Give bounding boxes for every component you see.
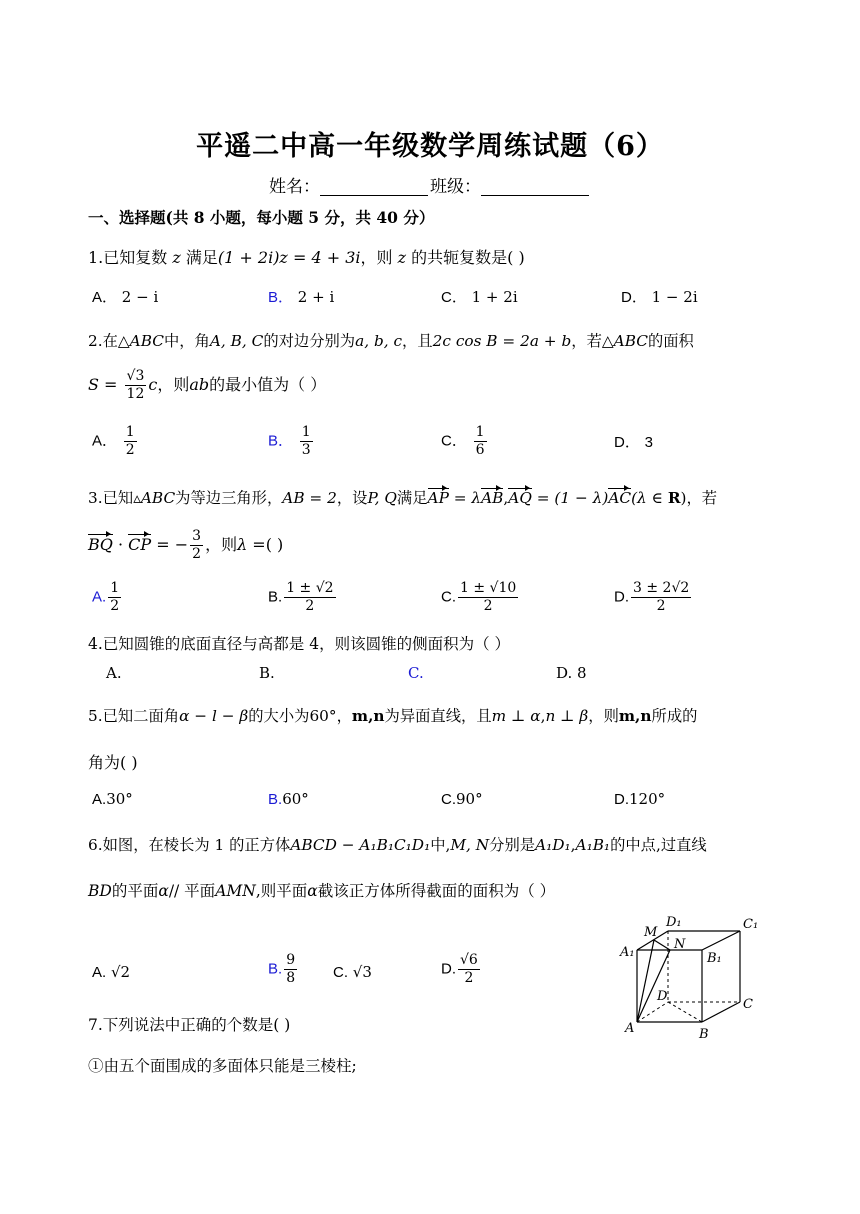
label-b1: B₁: [707, 951, 722, 966]
q6-edge: A₁D₁: [535, 836, 571, 854]
q1-z: z: [397, 248, 407, 267]
numerator: 1: [110, 580, 120, 596]
option-fraction: [458, 952, 480, 987]
q5-text: ,: [540, 707, 546, 725]
option-value: √3: [352, 963, 372, 981]
option-value: 120°: [629, 790, 666, 808]
label-a1: A₁: [620, 945, 635, 960]
question-6-stem-line1: 6.如图，在棱长为 1 的正方体ABCD − A₁B₁C₁D₁中,M, N分别是A₁D₁,A₁B₁的中点,过直线: [88, 836, 707, 854]
option-value: 2 + i: [297, 288, 335, 306]
q1-text: 的共轭复数是( ): [406, 248, 525, 267]
q3-fraction: [190, 528, 203, 563]
question-2-stem-line2: [88, 368, 326, 403]
option-label: C.: [441, 588, 456, 606]
q3-vector-ab: AB: [481, 489, 504, 507]
q6-text: 截该正方体所得截面的面积为（ ）: [317, 882, 556, 900]
q6-text: 的中点,过直线: [610, 836, 707, 854]
q3-side: AB = 2: [282, 489, 337, 507]
q6-alpha: α: [307, 882, 318, 900]
label-m: M: [644, 925, 658, 940]
q4-option-c[interactable]: [408, 664, 424, 682]
class-blank[interactable]: [481, 177, 589, 196]
q2-option-a[interactable]: [92, 424, 139, 459]
q5-degrees: 60°: [309, 707, 337, 725]
numerator: √6: [460, 952, 478, 968]
q4-option-d[interactable]: [556, 664, 587, 682]
option-value: 2 − i: [121, 288, 159, 306]
q5-option-b[interactable]: [268, 790, 309, 808]
q1-text: 满足: [180, 248, 218, 267]
q1-equation: (1 + 2i)z = 4 + 3i: [217, 248, 361, 267]
q5-mn: m,n: [351, 707, 385, 725]
question-2-stem-line1: [88, 329, 694, 351]
question-5-stem-line1: [88, 704, 697, 726]
option-value: 60°: [282, 790, 309, 808]
q5-mn: m,n: [618, 707, 652, 725]
q3-text: ，设: [336, 489, 368, 507]
option-label: D. 8: [556, 664, 587, 682]
numerator: 3: [192, 528, 202, 544]
numerator: 1 ± √2: [286, 580, 334, 596]
question-3-stem-line2: [88, 528, 283, 563]
numerator: √3: [126, 368, 145, 384]
label-n: N: [674, 937, 686, 952]
section-heading: 一、选择题(共 8 小题，每小题 5 分，共 40 分）: [88, 208, 435, 227]
q5-perp: n ⊥ β: [545, 707, 589, 725]
q3-vector-ap: AP: [427, 489, 449, 507]
numerator: 1: [301, 424, 311, 440]
option-label: A.: [92, 791, 107, 808]
q3-domain: (λ ∈: [631, 489, 668, 507]
q6-option-b[interactable]: [268, 952, 299, 987]
q2-text: 中，角: [163, 332, 210, 350]
question-7-stem: 7.下列说法中正确的个数是( ): [88, 1016, 291, 1034]
q6-text: ,则平面: [255, 882, 308, 900]
option-value: 30°: [106, 790, 133, 808]
option-label: C．: [441, 432, 467, 450]
q6-alpha: α: [158, 882, 169, 900]
q6-text: 6.如图，在棱长为 1 的正方体: [88, 836, 291, 854]
option-label: B.: [268, 791, 283, 808]
numerator: 9: [286, 952, 296, 968]
q5-text: ，则: [588, 707, 619, 725]
q2-condition: 2c cos B = 2a + b: [432, 332, 572, 350]
q6-text: 中,: [430, 836, 451, 854]
q2-text: 的对边分别为: [263, 332, 356, 350]
denominator: 2: [483, 598, 493, 614]
label-d: D: [657, 989, 668, 1004]
option-value: 1 + 2i: [471, 288, 518, 306]
q2-triangle: △ABC: [117, 332, 164, 350]
q6-plane: AMN: [215, 882, 256, 900]
q3-option-d[interactable]: [614, 580, 693, 615]
q4-option-a[interactable]: [106, 664, 122, 682]
q5-text: 所成的: [651, 707, 698, 725]
label-d1: D₁: [666, 915, 682, 930]
q6-cube: ABCD − A₁B₁C₁D₁: [290, 836, 431, 854]
q5-text: 的大小为: [248, 707, 310, 725]
option-fraction: [124, 424, 137, 459]
q3-vector-cp: CP: [128, 535, 152, 554]
denominator: 2: [305, 598, 315, 614]
option-label: D.: [614, 791, 629, 808]
q3-text: ( ): [265, 535, 284, 554]
option-label: B.: [259, 664, 275, 682]
q6-text: 的平面: [111, 882, 159, 900]
option-fraction: [108, 580, 121, 615]
q5-dihedral: α − l − β: [179, 707, 249, 725]
option-fraction: [284, 580, 335, 615]
q3-triangle: ▵ABC: [133, 489, 176, 507]
option-label: D.: [441, 960, 456, 978]
q5-text: ，: [336, 707, 352, 725]
q3-text: ，则: [205, 535, 238, 554]
q2-triangle: △ABC: [601, 332, 648, 350]
q3-text: 3.已知: [88, 489, 134, 507]
denominator: 2: [192, 546, 202, 562]
option-value: 90°: [456, 790, 483, 808]
class-label: 班级：: [430, 177, 481, 197]
question-4-stem: 4.已知圆锥的底面直径与高都是 4，则该圆锥的侧面积为（ ）: [88, 635, 511, 653]
denominator: 2: [656, 598, 666, 614]
q2-sides: a, b, c: [355, 332, 403, 350]
option-label: A．: [92, 432, 118, 450]
denominator: 3: [301, 442, 311, 458]
q3-text: 满足: [396, 489, 428, 507]
page-title: 平遥二中高一年级数学周练试题（6）: [196, 131, 664, 162]
q4-option-b[interactable]: [259, 664, 275, 682]
denominator: 2: [125, 442, 135, 458]
denominator: 2: [464, 970, 474, 986]
option-value: 3: [644, 434, 653, 451]
option-label: C.: [441, 791, 456, 808]
name-label: 姓名：: [269, 177, 320, 197]
q6-option-d[interactable]: [441, 952, 482, 987]
option-value: √2: [110, 963, 131, 981]
q3-option-a[interactable]: [92, 580, 123, 615]
q3-vector-ac: AC: [608, 489, 632, 507]
label-b: B: [699, 1027, 709, 1042]
q6-text: // 平面: [168, 882, 216, 900]
option-label: B.: [268, 588, 283, 606]
numerator: 3 ± 2√2: [633, 580, 690, 596]
q3-vector-aq: AQ: [508, 489, 532, 507]
q1-option-a[interactable]: [92, 286, 158, 307]
numerator: 1 ± √10: [460, 580, 517, 596]
q5-text: 5.已知二面角: [88, 707, 180, 725]
option-label: B.: [268, 960, 283, 978]
numerator: 1: [125, 424, 135, 440]
label-a: A: [625, 1021, 635, 1036]
q6-points: M, N: [450, 836, 490, 854]
q2-text: 2.在: [88, 332, 118, 350]
option-fraction: [631, 580, 691, 615]
denominator: 2: [110, 598, 120, 614]
q2-option-c[interactable]: [441, 424, 489, 459]
q3-text: ，若: [686, 489, 718, 507]
q5-option-a[interactable]: [92, 790, 133, 808]
q1-option-c[interactable]: [441, 286, 518, 307]
q3-points: P, Q: [367, 489, 397, 507]
label-c: C: [743, 997, 753, 1012]
q5-perp: m ⊥ α: [491, 707, 541, 725]
option-label: A．: [92, 289, 118, 306]
question-1-stem: [88, 245, 525, 268]
q1-text: ，则: [360, 248, 398, 267]
q1-z: z: [172, 248, 181, 267]
question-5-stem-line2: 角为( ): [88, 753, 138, 772]
q2-text: 的面积: [647, 332, 694, 350]
q6-text: 分别是: [489, 836, 536, 854]
q3-dot: ·: [112, 535, 129, 554]
option-label: C．: [441, 289, 467, 306]
q6-option-a[interactable]: [92, 963, 130, 981]
q3-reals: R: [667, 489, 681, 507]
option-label: A.: [92, 588, 107, 606]
option-label: C.: [333, 964, 348, 981]
q3-text: ): [680, 489, 687, 507]
option-fraction: [284, 952, 297, 987]
denominator: 12: [126, 386, 145, 402]
q6-option-c[interactable]: [333, 963, 372, 981]
question-7-item-1: ①由五个面围成的多面体只能是三棱柱;: [88, 1057, 357, 1075]
option-label: A.: [106, 664, 122, 682]
name-class-line: [0, 172, 860, 197]
label-c1: C₁: [743, 917, 759, 932]
q2-area: S =: [88, 375, 118, 394]
option-label: C.: [408, 664, 424, 682]
q6-line-bd: BD: [88, 882, 112, 900]
denominator: 8: [286, 970, 296, 986]
q1-option-b[interactable]: [268, 286, 334, 307]
q3-lambda: λ =: [237, 535, 266, 554]
option-label: B．: [268, 432, 294, 450]
option-label: B．: [268, 289, 294, 306]
q2-ab: ab: [189, 375, 210, 394]
name-blank[interactable]: [320, 177, 428, 196]
numerator: 1: [475, 424, 485, 440]
q3-vector-bq: BQ: [88, 535, 113, 554]
cube-figure: [610, 912, 776, 1042]
q3-text: 为等边三角形，: [175, 489, 283, 507]
q1-option-d[interactable]: [621, 286, 698, 307]
option-label: D．: [614, 434, 640, 451]
q2-text: 的最小值为（ ）: [209, 375, 327, 394]
denominator: 6: [475, 442, 485, 458]
q3-option-b[interactable]: [268, 580, 338, 615]
q2-fraction: [125, 368, 147, 403]
q2-option-b[interactable]: [268, 424, 315, 459]
q2-text: ，且: [402, 332, 433, 350]
q2-text: ，若: [571, 332, 602, 350]
q5-option-c[interactable]: [441, 790, 483, 808]
option-label: A.: [92, 964, 107, 981]
option-fraction: [474, 424, 487, 459]
q6-edge: A₁B₁: [575, 836, 611, 854]
q2-text: ，则: [157, 375, 190, 394]
option-fraction: [300, 424, 313, 459]
q3-option-c[interactable]: [441, 580, 520, 615]
q2-option-d[interactable]: [614, 431, 653, 452]
q2-angles: A, B, C: [209, 332, 264, 350]
q3-eq: = λ: [448, 489, 482, 507]
option-label: D．: [621, 289, 647, 306]
option-value: 1 − 2i: [651, 288, 698, 306]
q3-eq: = −: [151, 535, 189, 554]
q1-text: 1.已知复数: [88, 248, 173, 267]
question-6-stem-line2: [88, 879, 555, 901]
q5-text: 为异面直线，且: [384, 707, 492, 725]
q2-c: c: [148, 375, 158, 394]
q3-eq: = (1 − λ): [531, 489, 609, 507]
option-fraction: [458, 580, 518, 615]
question-3-stem-line1: 3.已知▵ABC为等边三角形，AB = 2，设P, Q满足AP = λAB,AQ = (1 − λ)AC(λ ∈ R)，若: [88, 489, 718, 507]
q5-option-d[interactable]: [614, 790, 665, 808]
option-label: D.: [614, 588, 629, 606]
